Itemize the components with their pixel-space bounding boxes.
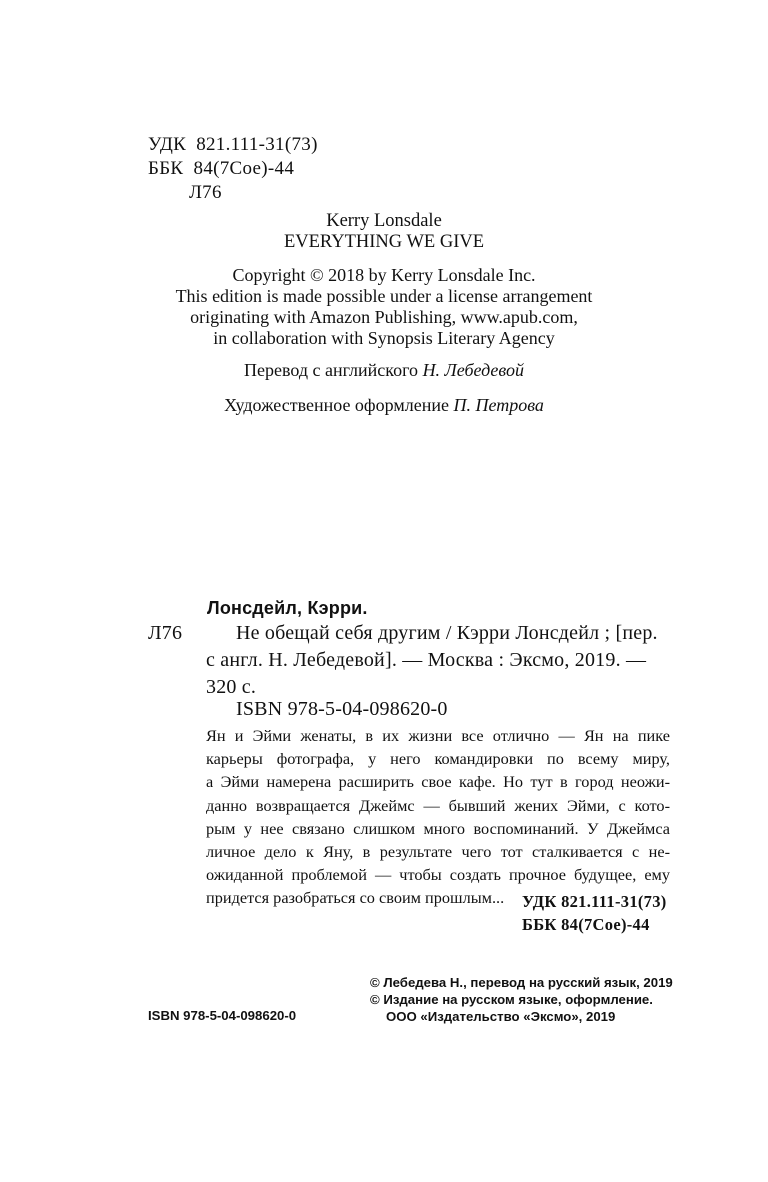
- footer-copyright-line-2: © Издание на русском языке, оформление.: [370, 992, 653, 1007]
- udk-value: 821.111-31(73): [196, 134, 318, 155]
- annotation-line: ожиданной проблемой — чтобы создать прочное будущее, ему: [206, 865, 670, 885]
- bbk-line: [148, 157, 318, 181]
- copyright-line-4: in collaboration with Synopsis Literary Agency: [213, 328, 555, 348]
- bbk-label: ББК: [148, 158, 184, 179]
- bottom-bbk: ББК 84(7Сое)-44: [522, 915, 650, 934]
- catalog-mark: Л76: [148, 622, 183, 644]
- design-credit: [0, 395, 768, 416]
- catalog-heading: Лонсдейл, Кэрри.: [207, 598, 368, 618]
- footer-copyright-line-1: © Лебедева Н., перевод на русский язык, 2019: [370, 975, 673, 990]
- annotation-line: Ян и Эйми женаты, в их жизни все отлично — Ян на пике: [206, 726, 670, 745]
- bottom-udk: УДК 821.111-31(73): [522, 892, 667, 911]
- annotation-line: карьеры фотографа, у него командировки по всему миру,: [206, 749, 670, 769]
- classification-block: [148, 133, 318, 205]
- footer-copyright: [370, 974, 690, 1025]
- annotation-line: рым у нее связано слишком много воспоминаний. У Джеймса: [206, 818, 670, 838]
- udk-line: [148, 133, 318, 157]
- translation-prefix: Перевод с английского: [243, 360, 419, 380]
- translator-name: Н. Лебедевой: [422, 360, 524, 380]
- author-mark: Л76: [189, 182, 222, 203]
- annotation-line: личное дело к Яну, в результате чего тот сталкивается с не-: [206, 842, 670, 862]
- footer-isbn: ISBN 978-5-04-098620-0: [148, 1008, 297, 1023]
- copyright-line-2: This edition is made possible under a license arrangement: [175, 286, 593, 306]
- annotation: [206, 724, 670, 910]
- translation-credit: [0, 360, 768, 381]
- copyright-notice: [0, 265, 768, 349]
- footer-copyright-line-3: ООО «Издательство «Эксмо», 2019: [386, 1009, 616, 1024]
- bottom-classification: [522, 890, 667, 936]
- catalog-description: [236, 620, 670, 647]
- original-author: Kerry Lonsdale: [326, 211, 442, 231]
- bbk-value: 84(7Сое)-44: [193, 158, 295, 179]
- udk-label: УДК: [148, 134, 187, 155]
- annotation-line: данно возвращается Джеймс — бывший жених Эйми, с кото-: [206, 795, 670, 815]
- catalog-continuation: [206, 647, 672, 701]
- copyright-line-3: originating with Amazon Publishing, www.apub.com,: [190, 307, 578, 327]
- catalog-isbn: ISBN 978-5-04-098620-0: [236, 698, 448, 720]
- annotation-line: придется разобраться со своим прошлым...: [206, 888, 505, 908]
- annotation-line: а Эйми намерена расширить свое кафе. Но тут в город неожи-: [206, 772, 670, 792]
- catalog-line-1: Не обещай себя другим / Кэрри Лонсдейл ; [пер.: [236, 622, 658, 644]
- design-prefix: Художественное оформление: [224, 395, 449, 415]
- designer-name: П. Петрова: [453, 395, 544, 415]
- catalog-line-3: 320 с.: [206, 676, 257, 698]
- catalog-line-2: с англ. Н. Лебедевой]. — Москва : Эксмо, 2019. —: [206, 649, 647, 671]
- copyright-line-1: Copyright © 2018 by Kerry Lonsdale Inc.: [232, 265, 536, 285]
- original-title: EVERYTHING WE GIVE: [283, 232, 485, 252]
